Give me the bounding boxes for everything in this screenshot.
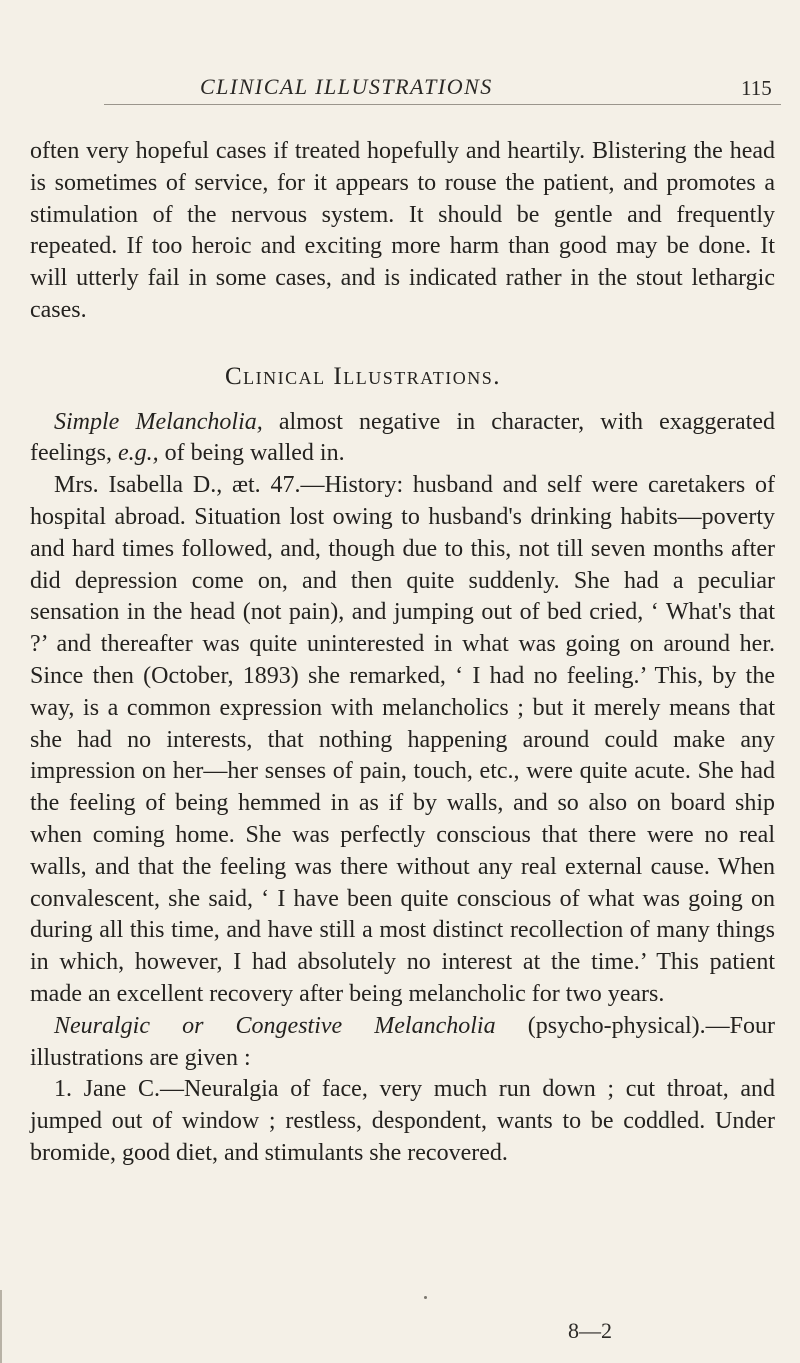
paragraph-text: (psycho-physical).—Four illustrations are given :	[30, 1012, 775, 1071]
section-title: Clinical Illustrations.	[225, 362, 501, 390]
paragraph-text: almost negative in character, with exaggerated feelings,	[30, 408, 775, 467]
page-number: 115	[741, 76, 772, 100]
printer-dot	[424, 1296, 427, 1299]
term-neuralgic-melancholia: Neuralgic or Congestive Melancholia	[54, 1012, 496, 1039]
paragraph-text-end: of being walled in.	[158, 440, 345, 467]
paragraph-case-jane: 1. Jane C.—Neuralgia of face, very much run down ; cut throat, and jumped out of window ; restless, despondent, wants to be coddled. Under bromide, good diet, and stimulants she recovered.	[30, 1076, 775, 1166]
term-simple-melancholia: Simple Melancholia,	[54, 408, 263, 435]
paragraph-neuralgic-melancholia	[30, 1011, 775, 1075]
running-head: CLINICAL ILLUSTRATIONS	[200, 74, 493, 99]
paragraph-case-isabella: Mrs. Isabella D., æt. 47.—History: husband and self were caretakers of hospital abroad. Situation lost owing to husband's drinking habits—poverty and hard times followed, and, though due to this, not till seven months after did depression come on, and then quite suddenly. She had a peculiar sensation in the head (not pain), and jumping out of bed cried, ‘ What's that ?’ and thereafter was quite uninterested in what was going on around her. Since then (October, 1893) she remarked, ‘ I had no feeling.’ This, by the way, is a common expression with melancholics ; but it merely means that she had no interests, that nothing happening around could make any impression on her—her senses of pain, touch, etc., were quite acute. She had the feeling of being hemmed in as if by walls, and so also on board ship when coming home. She was perfectly conscious that there were no real walls, and that the feeling was there without any real external cause. When convalescent, she said, ‘ I have been quite conscious of what was going on during all this time, and have still a most distinct recollection of many things in which, however, I had absolutely no interest at the time.’ This patient made an excellent recovery after being melancholic for two years.	[30, 472, 775, 1007]
header-rule	[104, 104, 781, 105]
page-edge-mark	[0, 1290, 2, 1363]
signature-mark: 8—2	[568, 1318, 612, 1343]
term-eg: e.g.,	[117, 440, 159, 467]
paragraph-continuation: often very hopeful cases if treated hopefully and heartily. Blistering the head is sometimes of service, for it appears to rouse the patient, and promotes a stimulation of the nervous system. It should be gentle and frequently repeated. If too heroic and exciting more harm than good may be done. It will utterly fail in some cases, and is indicated rather in the stout lethargic cases.	[30, 138, 775, 323]
body-text	[30, 136, 775, 1170]
paragraph-simple-melancholia	[30, 407, 775, 471]
